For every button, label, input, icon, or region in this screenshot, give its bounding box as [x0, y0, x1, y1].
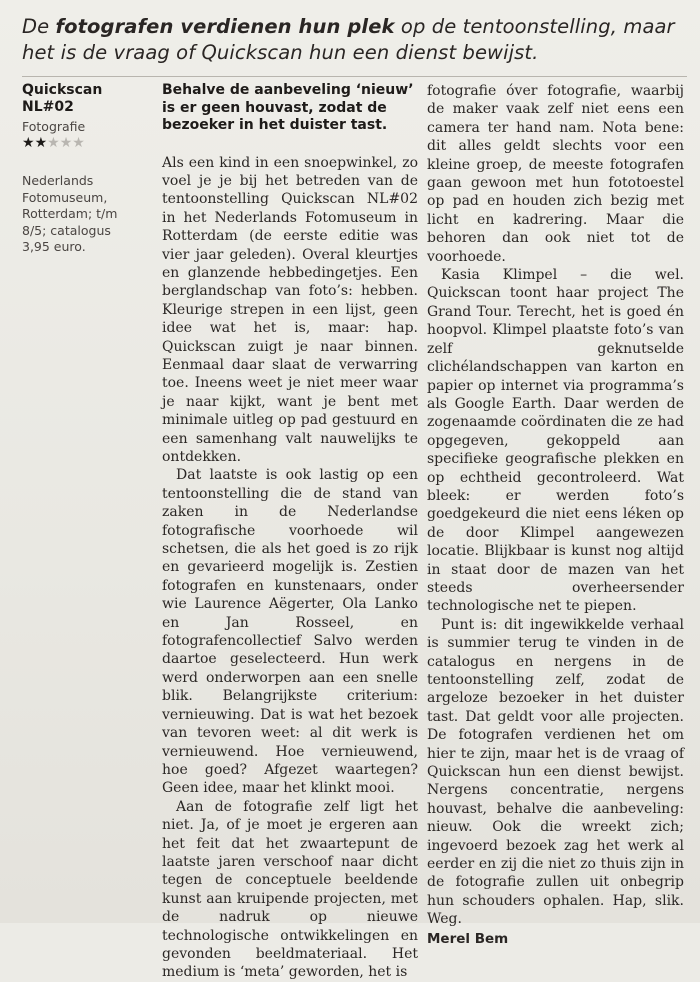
exhibition-info-line: Nederlands: [22, 173, 94, 188]
star-rating: [22, 136, 144, 150]
star-filled-icon: ★: [34, 135, 48, 151]
headline-pre: De: [22, 15, 56, 38]
author-byline: Merel Bem: [427, 930, 509, 947]
category-label: Fotografie: [22, 119, 86, 134]
exhibition-info-line: Fotomuseum,: [22, 189, 108, 205]
paragraph-4: fotografie óver fotografie, waarbij de maker vaak zelf niet eens een camera ter hand nam. Nota bene: dit alles geldt slechts voor een kleine groep, de meeste fotografen gaan gewoon met hun fototoestel op pad en houden zich bezig met licht en kadrering. Maar die behoren dan ook niet tot de voorhoede.: [427, 83, 684, 265]
exhibition-info-line: 8/5; catalogus: [22, 222, 111, 238]
headline-post: op de tentoonstelling, maar het is de vraag of Quickscan hun een dienst bewijst.: [22, 15, 675, 64]
exhibition-title-line2: NL#02: [22, 99, 74, 115]
exhibition-info-line: Rotterdam; t/m: [22, 206, 118, 221]
star-empty-icon: ★: [59, 135, 73, 151]
exhibition-title-line1: Quickscan: [22, 82, 103, 98]
exhibition-info: [22, 173, 144, 256]
paragraph-5: Kasia Klimpel – die wel. Quickscan toont haar project The Grand Tour. Terecht, het is goed én hoopvol. Klimpel plaatste foto’s van zelf geknutselde clichélandschappen van karton en papier op internet via programma’s als Google Earth. Daar werden de zogenaamde coördinaten die ze had opgegeven, gekoppeld aan specifieke geografische plekken en op echtheid gecontroleerd. Wat bleek: er werden foto’s goedgekeurd die niet eens léken op de door Klimpel aangewezen locatie. Blijkbaar is kunst nog altijd in staat door de mazen van het steeds overheersender technologische net te piepen.: [427, 267, 684, 615]
article-column-1: [162, 82, 418, 982]
paragraph-3: Aan de fotografie zelf ligt het niet. Ja, of je moet je ergeren aan het feit dat het zwaartepunt de laatste jaren verschoof naar dicht tegen de conceptuele beeldende kunst aan kruipende projecten, met de nadruk op nieuwe technologische ontwikkelingen en gevonden beeldmateriaal. Het medium is ‘meta’ geworden, het is: [162, 798, 418, 981]
paragraph-1: Als een kind in een snoepwinkel, zo voel je je bij het betreden van de tentoonstelling Quickscan NL#02 in het Nederlands Fotomuseum in Rotterdam (de eerste editie was vier jaar geleden). Overal kleurtjes en glanzende hebbedingetjes. Een berglandschap van foto’s: hebben. Kleurige strepen in een lijst, geen idee wat het is, maar: hap. Quickscan zuigt je naar binnen. Eenmaal daar slaat de verwarring toe. Ineens weet je niet meer waar je naar kijkt, want je bent met minimale uitleg op pad gestuurd en een samenhang valt nauwelijks te ontdekken.: [162, 154, 418, 465]
star-filled-icon: ★: [22, 135, 35, 151]
review-sidebar: [22, 82, 144, 256]
exhibition-info-line: 3,95 euro.: [22, 239, 86, 254]
headline-bold: fotografen verdienen hun plek: [55, 15, 395, 38]
exhibition-title: [22, 82, 144, 116]
headline: [22, 14, 687, 66]
headline-rule: [22, 76, 687, 77]
intro-lead: Behalve de aanbeveling ‘nieuw’ is er geen houvast, zodat de bezoeker in het duister tast.: [162, 82, 414, 133]
star-empty-icon: ★: [47, 135, 60, 151]
star-empty-icon: ★: [72, 135, 85, 151]
article-column-2: [427, 82, 684, 948]
paragraph-2: Dat laatste is ook lastig op een tentoonstelling die de stand van zaken in de Nederlandse fotografische voorhoede wil schetsen, die als het goed is zo rijk en gevarieerd mogelijk is. Zestien fotografen en kunstenaars, onder wie Laurence Aëgerter, Ola Lanko en Jan Rosseel, en fotografencollectief Salvo werden daartoe geselecteerd. Hun werk werd onderworpen aan een snelle blik. Belangrijkste criterium: vernieuwing. Dat is wat het bezoek van tevoren weet: al dit werk is vernieuwend. Hoe vernieuwend, hoe goed? Afgezet waartegen? Geen idee, maar het klinkt mooi.: [162, 467, 418, 797]
paragraph-6: Punt is: dit ingewikkelde verhaal is summier terug te vinden in de catalogus en nergens in de tentoonstelling zelf, zodat de argeloze bezoeker in het duister tast. Dat geldt voor alle projecten. De fotografen verdienen het om hier te zijn, maar het is de vraag of Quickscan hun een dienst bewijst. Nergens concentratie, nergens houvast, behalve die aanbeveling: nieuw. Ook die wreekt zich; ingevoerd bezoek zag het werk al eerder en zij die niet zo thuis zijn in de fotografie zullen uit onbegrip hun schouders ophalen. Hap, slik. Weg.: [427, 616, 684, 928]
